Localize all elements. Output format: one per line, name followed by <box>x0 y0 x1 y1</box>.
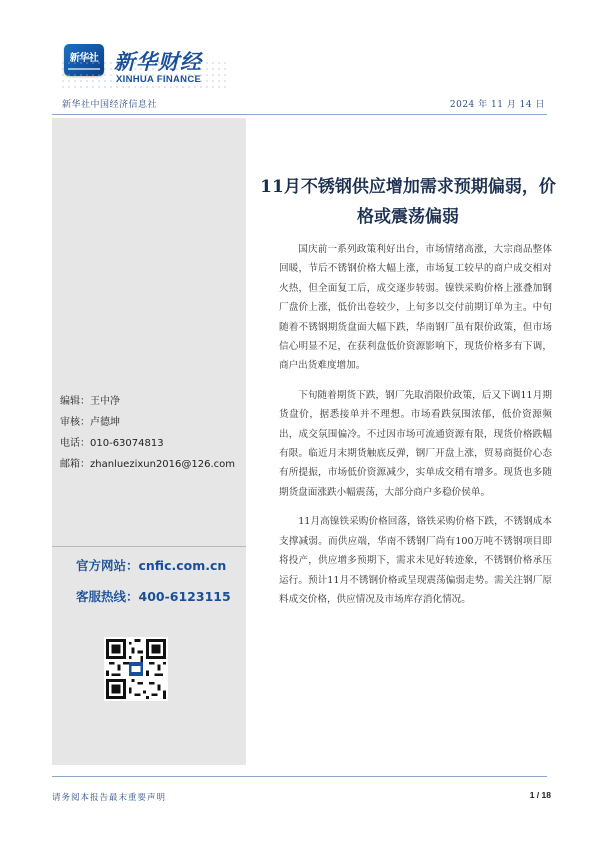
xinhua-logo-icon <box>64 44 104 76</box>
title-line-2: 格或震荡偏弱 <box>357 207 459 227</box>
paragraph-3: 11月高镍铁采购价格回落，铬铁采购价格下跌，不锈钢成本支撑减弱。而供应端，华南不锈钢厂尚有100万吨不锈钢项目即将投产，供应增多预期下，需求未见好转迹象，不锈钢价格承压运行。预计11月不锈钢价格或呈现震荡偏弱走势。需关注钢厂原料成交价格，供应情况及市场库存消化情况。 <box>279 516 552 605</box>
footer-divider <box>52 776 547 777</box>
logo-underline <box>68 68 100 70</box>
disclaimer-note: 请务阅本报告最末重要声明 <box>52 793 167 803</box>
brand-name-cn: 新华财经 <box>114 49 202 74</box>
reviewer-line: 审核：卢德坤 <box>60 417 120 428</box>
publisher-name: 新华社中国经济信息社 <box>62 100 158 110</box>
header-divider <box>52 114 547 115</box>
paragraph-1: 国庆前一系列政策利好出台，市场情绪高涨，大宗商品整体回暖，节后不锈钢价格大幅上涨，市场复工较早的商户成交相对火热，但全面复工后，成交逐步转弱。镍铁采购价格上涨叠加钢厂盘价上涨，低价出卷较少，上旬多以交付前期订单为主。中旬随着不锈钢期货盘面大幅下跌，华南钢厂虽有限价政策，但市场信心明显不足，在获利盘低价资源影响下，现货价格多有下调，商户出货难度增加。 <box>279 244 552 372</box>
paragraph-2: 下旬随着期货下跌，钢厂先取消限价政策，后又下调11月期货盘价，据悉接单并不理想。市场看跌氛围浓郁，低价资源频出，成交氛围偏冷。不过因市场可流通资源有限，现货价格跌幅有限。临近月末期货触底反弹，钢厂开盘上涨，贸易商挺价心态有所提振，市场低价资源减少，实单成交稍有增多。现货也多随期货盘面涨跌小幅震荡，大部分商户多稳价侯单。 <box>279 389 552 498</box>
service-hotline: 客服热线：400-6123115 <box>76 589 231 604</box>
article-title <box>258 172 558 232</box>
report-date: 2024 年 11 月 14 日 <box>449 100 545 110</box>
qr-code-icon <box>104 637 168 701</box>
title-line-1: 11月不锈钢供应增加需求预期偏弱，价 <box>260 177 556 197</box>
email-line[interactable]: 邮箱：zhanluezixun2016@126.com <box>60 459 236 470</box>
editor-line: 编辑：王中净 <box>60 396 120 407</box>
sidebar-divider <box>52 546 246 547</box>
logo-mark-text: 新华社 <box>69 53 99 64</box>
contact-info <box>60 391 235 475</box>
phone-line: 电话：010-63074813 <box>60 438 164 449</box>
page-number: 1 / 18 <box>529 790 551 800</box>
official-website-link[interactable]: 官方网站：cnfic.com.cn <box>76 558 227 573</box>
brand-name-en: XINHUA FINANCE <box>116 74 202 85</box>
article-body <box>279 240 552 619</box>
